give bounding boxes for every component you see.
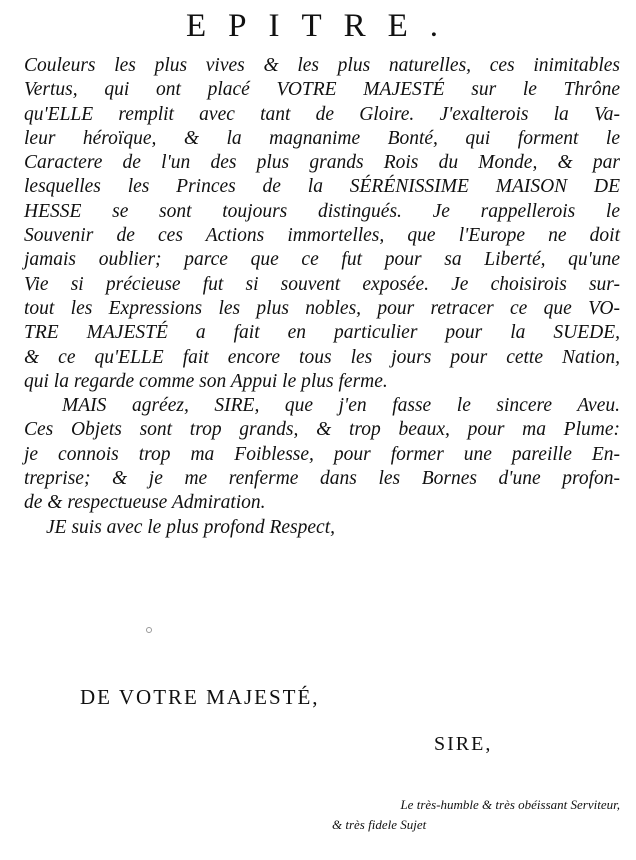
body-line: de & respectueuse Admiration. <box>24 492 266 514</box>
paper-speck <box>146 627 152 633</box>
body-line: qui la regarde comme son Appui le plus ferme. <box>24 370 388 392</box>
body-line: Caractere de l'un des plus grands Rois du Monde, & par <box>24 152 620 174</box>
body-line: HESSE se sont toujours distingués. Je rappellerois le <box>24 200 620 222</box>
body-line: Couleurs les plus vives & les plus naturelles, ces inimitables <box>24 55 620 76</box>
signature-line: & très fidele Sujet <box>332 817 427 832</box>
body-line: leur héroïque, & la magnanime Bonté, qui forment le <box>24 127 620 149</box>
body-line: JE suis avec le plus profond Respect, <box>46 516 335 538</box>
body-line: qu'ELLE remplit avec tant de Gloire. J'exalterois la Va- <box>24 103 620 125</box>
page-title: EPITRE. <box>185 8 461 44</box>
body-line: TRE MAJESTÉ a fait en particulier pour la SUEDE, <box>24 322 620 344</box>
signature-block <box>300 795 620 835</box>
signature-line: Le très-humble & très obéissant Serviteur, <box>400 797 620 812</box>
body-line: jamais oublier; parce que ce fut pour sa Liberté, qu'une <box>24 249 620 271</box>
body-line: Vie si précieuse fut si souvent exposée. Je choisirois sur- <box>24 273 620 295</box>
letter-body <box>24 54 620 540</box>
body-line: Vertus, qui ont placé VOTRE MAJESTÉ sur le Thrône <box>24 79 620 101</box>
body-line: lesquelles les Princes de la SÉRÉNISSIME MAISON DE <box>24 176 620 198</box>
body-line: Souvenir de ces Actions immortelles, que l'Europe ne doit <box>24 225 620 247</box>
body-line: je connois trop ma Foiblesse, pour former une pareille En- <box>24 443 620 465</box>
body-line: treprise; & je me renferme dans les Bornes d'une profon- <box>24 468 620 490</box>
body-line: Ces Objets sont trop grands, & trop beaux, pour ma Plume: <box>24 419 620 441</box>
closing-address: DE VOTRE MAJESTÉ, <box>80 685 320 709</box>
body-line: MAIS agréez, SIRE, que j'en fasse le sincere Aveu. <box>62 395 620 417</box>
body-line: tout les Expressions les plus nobles, pour retracer ce que VO- <box>24 297 620 319</box>
body-line: & ce qu'ELLE fait encore tous les jours pour cette Nation, <box>24 346 620 368</box>
salutation: SIRE, <box>434 733 493 755</box>
